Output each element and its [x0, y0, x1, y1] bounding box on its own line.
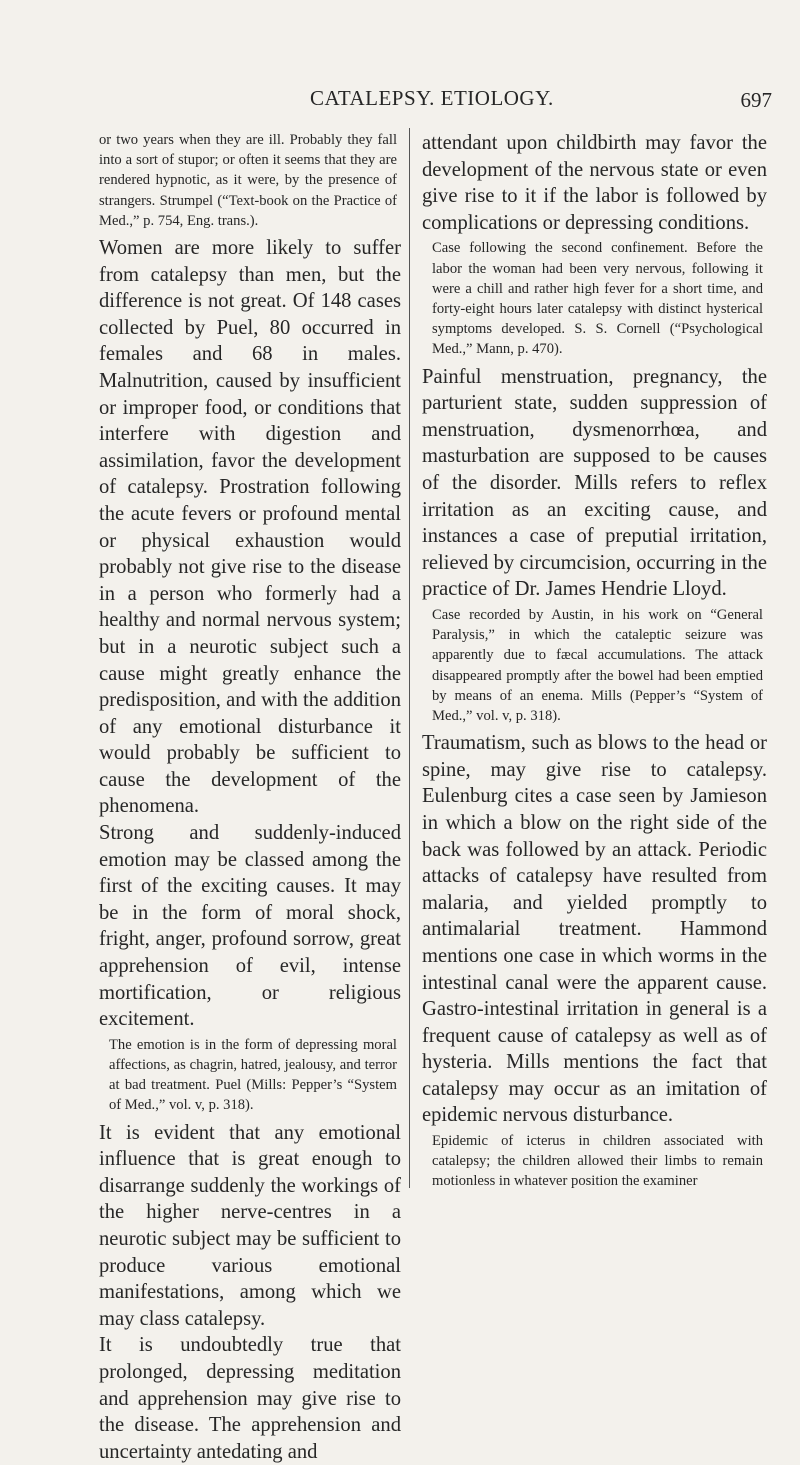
left-column	[99, 130, 401, 1465]
page-number: 697	[740, 88, 772, 112]
column-divider	[409, 128, 410, 1188]
right-body-paragraph-traumatism: Traumatism, such as blows to the head or spine, may give rise to catalepsy. Eulenburg cites a case seen by Jamieson in which a blow on the right side of the back was followed by an attack. Periodic attacks of catalepsy have resulted from malaria, and yielded promptly to antimalarial treatment. Hammond mentions one case in which worms in the intestinal canal were the apparent cause. Gastro-intestinal irritation in general is a frequent cause of catalepsy as well as of hysteria. Mills mentions the fact that catalepsy may occur as an imitation of epidemic nervous disturbance.	[422, 732, 767, 1127]
right-case-austin: Case recorded by Austin, in his work on “General Paralysis,” in which the cataleptic seizure was apparently due to fæcal accumulations. The attack disappeared promptly after the bowel had been emptied by means of an enema. Mills (Pepper’s “System of Med.,” vol. v, p. 318).	[432, 606, 763, 724]
running-head: CATALEPSY. ETIOLOGY.	[310, 86, 554, 110]
right-column	[422, 130, 767, 1196]
right-body-paragraph-menstruation: Painful menstruation, pregnancy, the parturient state, sudden suppression of menstruation, dysmenorrhœa, and masturbation are supposed to be causes of the disorder. Mills refers to reflex irritation as an exciting cause, and instances a case of preputial irritation, relieved by circumcision, occurring in the practice of Dr. James Hendrie Lloyd.	[422, 365, 767, 601]
left-citation-paragraph: or two years when they are ill. Probably they fall into a sort of stupor; or often it seems that they are rendered hypnotic, as it were, by the presence of strangers. Strumpel (“Text-book on the Practice of Med.,” p. 754, Eng. trans.).	[99, 132, 397, 229]
left-body-paragraph-emotion: Strong and suddenly-induced emotion may be classed among the first of the exciting causes. It may be in the form of moral shock, fright, anger, profound sorrow, great apprehension of evil, intense mortification, or religious excitement.	[99, 822, 401, 1031]
page-header	[0, 86, 800, 116]
left-body-paragraph-emotional-influence: It is evident that any emotional influence that is great enough to disarrange suddenly the workings of the higher nerve-centres in a neurotic subject may be sufficient to produce various emotional manifestations, among which we may class catalepsy.	[99, 1121, 401, 1330]
right-body-paragraph-childbirth: attendant upon childbirth may favor the development of the nervous state or even give rise to it if the labor is followed by complications or depressing conditions.	[422, 132, 767, 234]
left-body-paragraph-women: Women are more likely to suffer from catalepsy than men, but the difference is not great. Of 148 cases collected by Puel, 80 occurred in females and 68 in males. Malnutrition, caused by insufficient or improper food, or conditions that interfere with digestion and assimilation, favor the development of catalepsy. Prostration following the acute fevers or profound mental or physical exhaustion would probably not give rise to the disease in a person who formerly had a healthy and normal nervous system; but in a neurotic subject such a cause might greatly enhance the predisposition, and with the addition of any emotional disturbance it would probably be sufficient to cause the development of the phenomena.	[99, 237, 401, 818]
left-body-paragraph-meditation: It is undoubtedly true that prolonged, depressing meditation and apprehension may give rise to the disease. The apprehension and uncertainty antedating and	[99, 1334, 401, 1463]
left-citation-puel: The emotion is in the form of depressing moral affections, as chagrin, hatred, jealousy, and terror at bad treatment. Puel (Mills: Pepper’s “System of Med.,” vol. v, p. 318).	[109, 1036, 397, 1114]
right-case-icterus: Epidemic of icterus in children associated with catalepsy; the children allowed their limbs to remain motionless in whatever position the examiner	[432, 1133, 763, 1190]
right-case-cornell: Case following the second confinement. Before the labor the woman had been very nervous, following it were a chill and rather high fever for a short time, and forty-eight hours later catalepsy with distinct hysterical symptoms developed. S. S. Cornell (“Psychological Med.,” Mann, p. 470).	[432, 240, 763, 358]
